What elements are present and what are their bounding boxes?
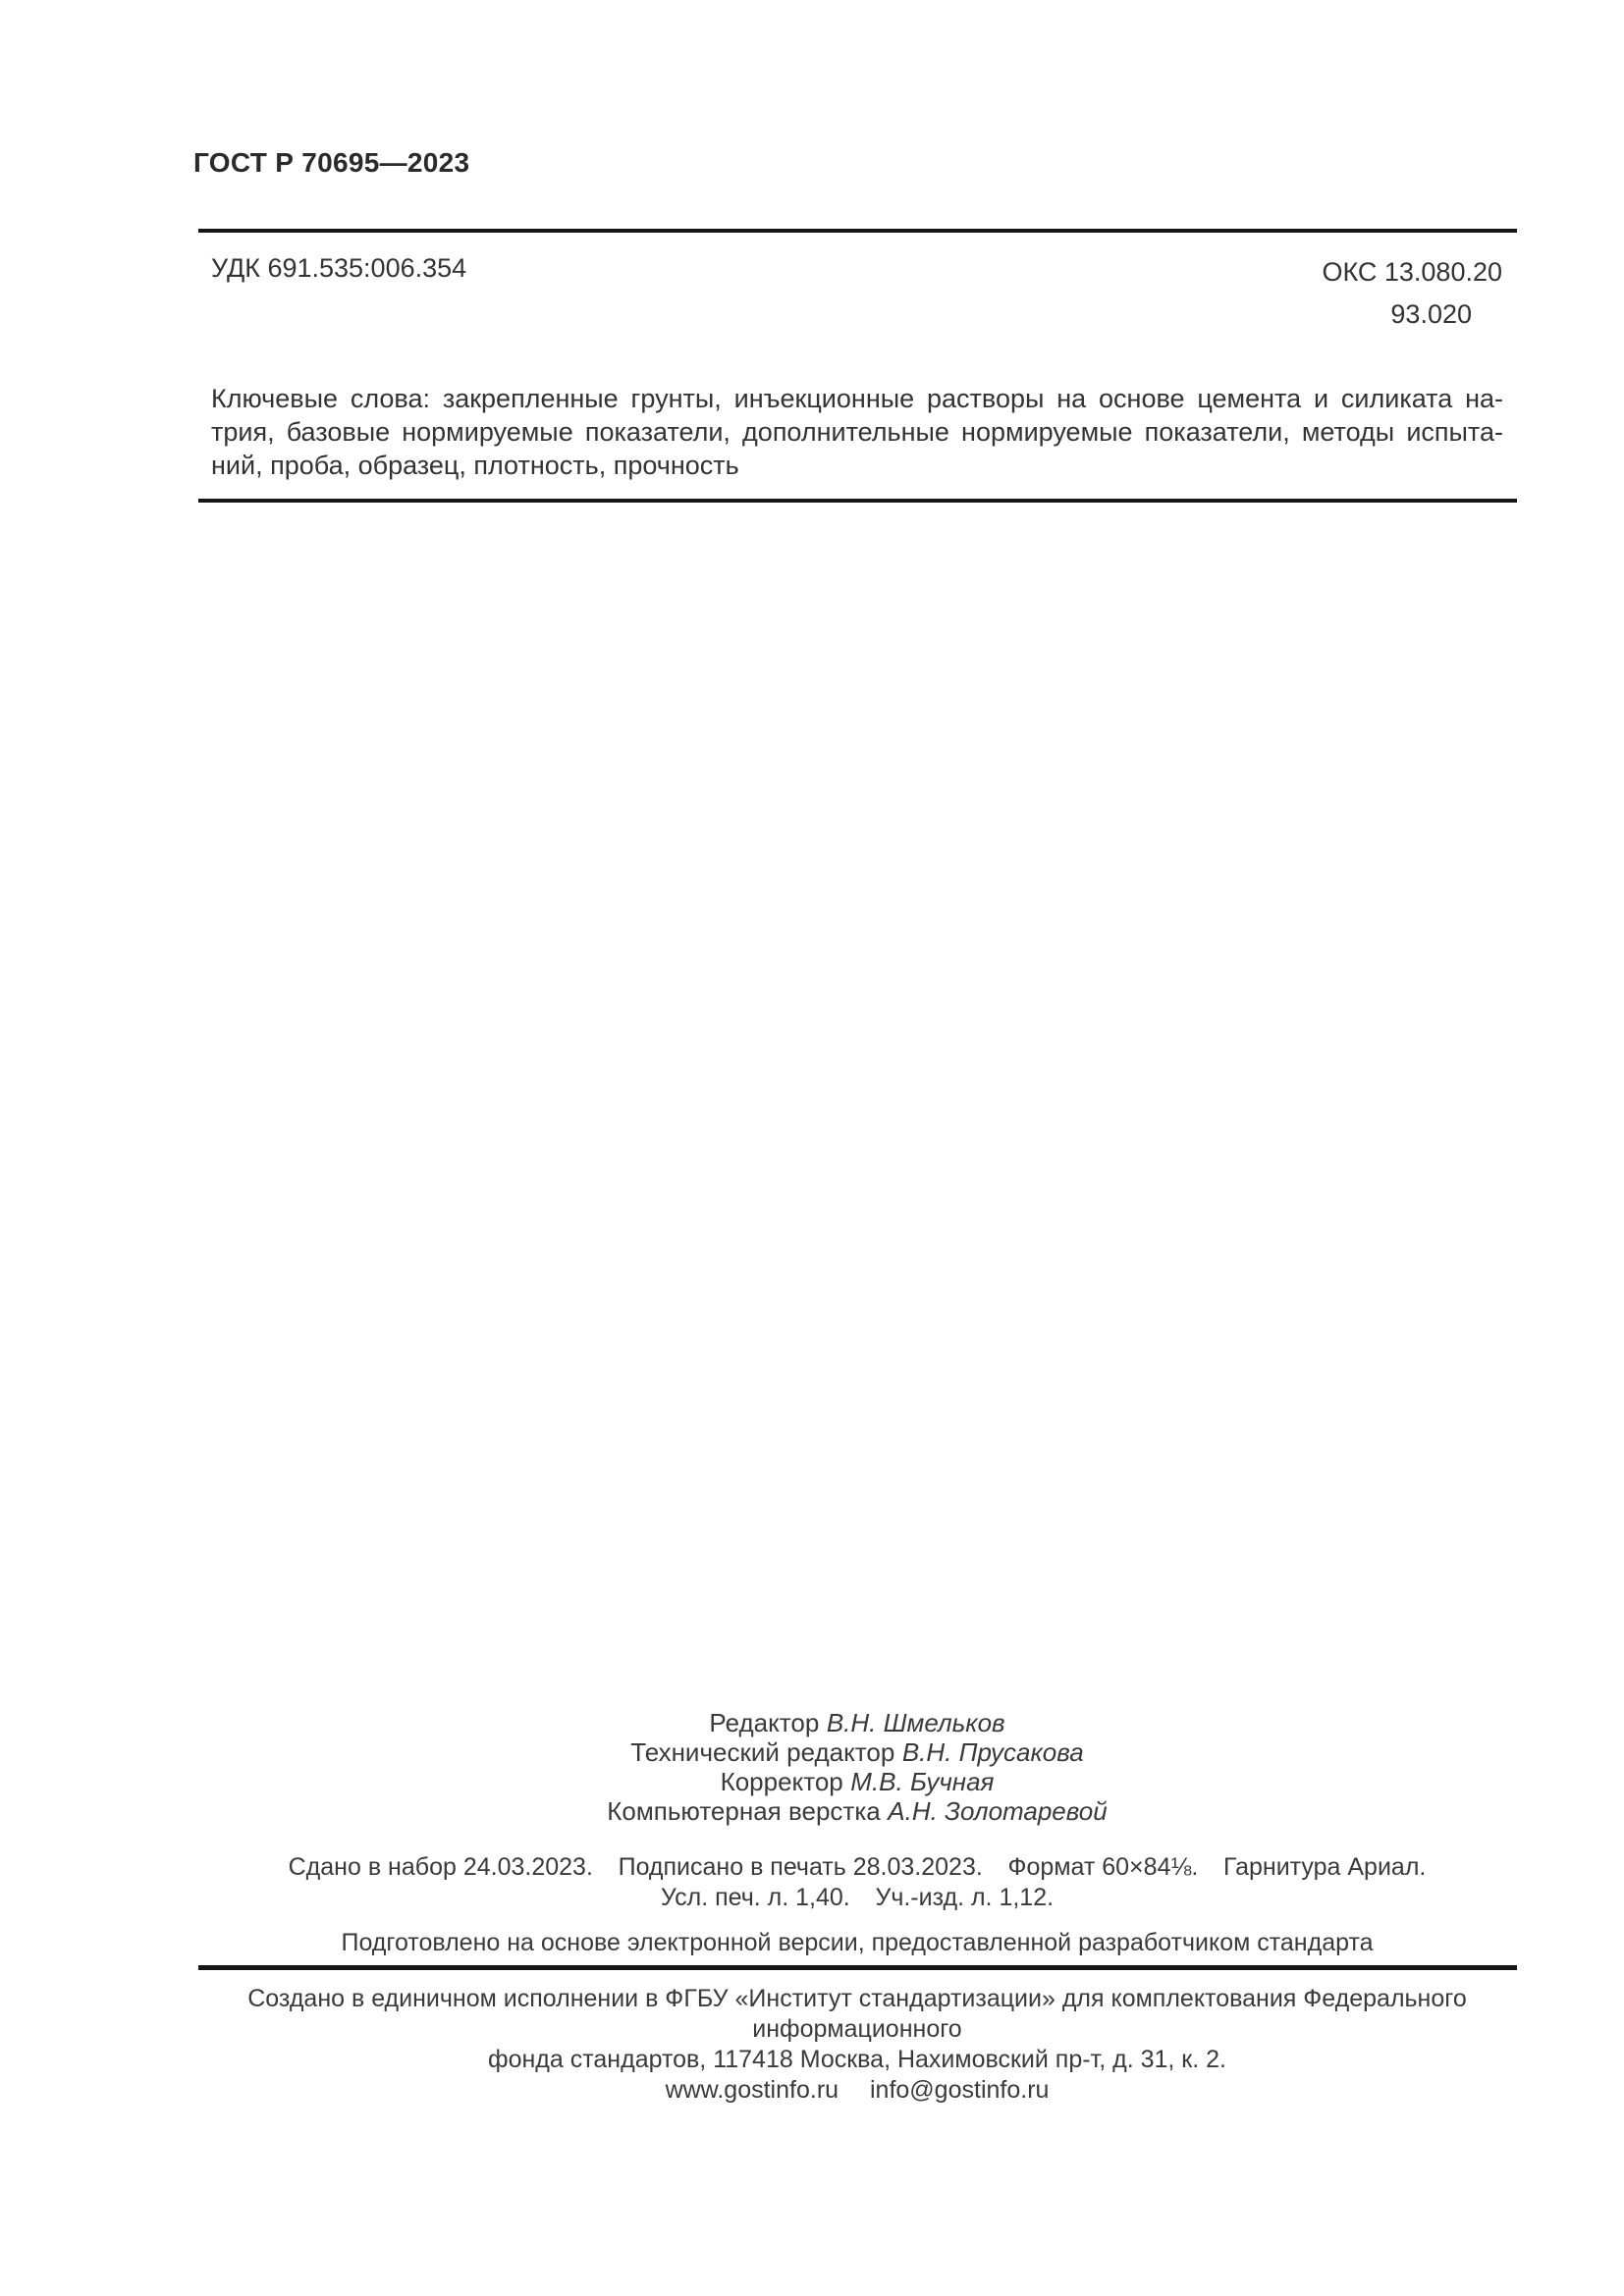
credit-name: М.В. Бучная [850, 1767, 995, 1796]
print-info-signed-date: Подписано в печать 28.03.2023. [618, 1853, 983, 1881]
footer-line: Создано в единичном исполнении в ФГБУ «Институт стандартизации» для комплектования Федерального информационного [247, 1985, 1467, 2043]
print-info-block [211, 1852, 1503, 1913]
footer-email: info@gostinfo.ru [870, 2076, 1050, 2104]
credit-role: Компьютерная верстка [607, 1796, 881, 1826]
udk-classification: УДК 691.535:006.354 [211, 253, 467, 283]
footer-block [159, 1984, 1555, 2106]
print-info-typeface: Гарнитура Ариал. [1222, 1853, 1427, 1881]
credits-block [211, 1708, 1503, 1826]
footer-top-rule [198, 1965, 1517, 1970]
keywords-paragraph [211, 382, 1503, 482]
print-info-publisher-sheets: Уч.-изд. л. 1,12. [875, 1884, 1055, 1911]
top-horizontal-rule [198, 229, 1517, 233]
credit-line-editor [211, 1708, 1503, 1737]
credit-line-corrector [211, 1767, 1503, 1796]
credit-line-technical-editor [211, 1737, 1503, 1767]
print-info-format: Формат 60×84⅛. [1007, 1853, 1199, 1881]
oks-classification [1322, 251, 1502, 336]
credit-role: Редактор [709, 1708, 820, 1737]
footer-line: фонда стандартов, 117418 Москва, Нахимовский пр-т, д. 31, к. 2. [488, 2046, 1226, 2073]
credit-line-layout [211, 1796, 1503, 1826]
keywords-bottom-rule [198, 499, 1517, 503]
print-info-line-2 [211, 1883, 1503, 1913]
keywords-line: ний, проба, образец, плотность, прочность [211, 451, 739, 480]
credit-role: Технический редактор [630, 1737, 895, 1767]
credit-name: В.Н. Шмельков [826, 1708, 1005, 1737]
print-info-printed-sheets: Усл. печ. л. 1,40. [660, 1884, 850, 1911]
oks-code-primary: ОКС 13.080.20 [1322, 257, 1502, 287]
keywords-line: Ключевые слова: закрепленные грунты, инъекционные растворы на основе цемента и силиката на- [211, 384, 1503, 413]
print-info-line-1 [211, 1852, 1503, 1883]
footer-website: www.gostinfo.ru [665, 2076, 839, 2104]
credit-name: А.Н. Золотаревой [888, 1796, 1108, 1826]
print-info-typeset-date: Сдано в набор 24.03.2023. [288, 1853, 593, 1881]
oks-code-secondary: 93.020 [1390, 299, 1472, 329]
keywords-line: трия, базовые нормируемые показатели, дополнительные нормируемые показатели, методы испыта- [211, 417, 1503, 447]
prepared-note: Подготовлено на основе электронной версии, предоставленной разработчиком стандарта [341, 1929, 1374, 1956]
standard-code-heading: ГОСТ Р 70695—2023 [193, 147, 470, 178]
footer-contacts [159, 2075, 1555, 2106]
credit-name: В.Н. Прусакова [901, 1737, 1084, 1767]
credit-role: Корректор [720, 1767, 843, 1796]
